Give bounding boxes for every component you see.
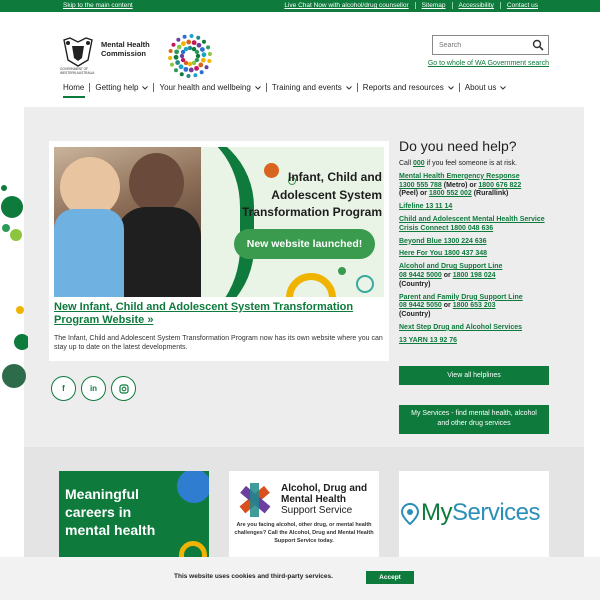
sitemap-link[interactable]: Sitemap [415, 2, 452, 9]
facebook-icon[interactable]: f [51, 376, 76, 401]
search-input[interactable] [433, 36, 528, 54]
logo-dot [201, 58, 206, 63]
next-step-link[interactable]: Next Step Drug and Alcohol Services [399, 323, 523, 331]
banner-headline: Infant, Child and Adolescent System Transformation Program [241, 170, 382, 219]
logo-dot [168, 56, 172, 60]
logo-dot [194, 66, 199, 71]
logo-dot [186, 40, 191, 45]
parent-family-support-line: Parent and Family Drug Support Line 08 9442 5050 or 1800 653 203 (Country) [399, 293, 523, 319]
active-nav-indicator [63, 96, 85, 98]
logo-dot [179, 64, 184, 69]
help-panel [399, 138, 559, 346]
cookie-banner [0, 557, 600, 600]
logo-dot [183, 35, 187, 39]
accept-cookies-button[interactable]: Accept [366, 571, 414, 584]
instagram-glyph-icon [119, 384, 129, 394]
support-service-tile[interactable] [229, 471, 379, 557]
beyond-blue-link[interactable]: Beyond Blue 1300 224 636 [399, 237, 487, 245]
nav-item-getting-help[interactable]: Getting help [89, 83, 153, 92]
cookie-message: This website uses cookies and third-party services. [174, 573, 333, 580]
nav-item-about-us[interactable]: About us [459, 83, 512, 92]
logo-dot [200, 47, 205, 52]
search-box [432, 35, 549, 55]
emergency-response-link[interactable]: Mental Health Emergency Response [399, 172, 520, 180]
logo-dot [192, 40, 197, 45]
feature-title-link[interactable]: New Infant, Child and Adolescent System Transformation Program Website » [54, 301, 354, 326]
logo-dot [197, 43, 202, 48]
help-heading: Do you need help? [399, 138, 517, 154]
live-chat-link[interactable]: Live Chat Now with alcohol/drug counsellor [284, 2, 409, 9]
linkedin-icon[interactable]: in [81, 376, 106, 401]
emergency-response: Mental Health Emergency Response 1300 555 788 (Metro) or 1800 676 822 (Peel) or 1800 552 002 (Rurallink) [399, 172, 522, 198]
logo-dot [205, 65, 209, 69]
view-all-helplines-button[interactable]: View all helplines [399, 366, 549, 385]
site-header [0, 12, 600, 92]
wa-government-search-link[interactable]: Go to whole of WA Government search [427, 60, 549, 67]
logo-dot [207, 59, 211, 63]
logo-dot [202, 52, 207, 57]
myservices-logo-text: MyServices [421, 499, 541, 526]
crisis-connect-link[interactable]: Child and Adolescent Mental Health Service Crisis Connect 1800 048 636 [399, 215, 545, 232]
support-service-title: Alcohol, Drug and Mental Health Support Service [281, 483, 368, 516]
support-service-desc: Are you facing alcohol, other drug, or mental health challenges? Call the Alcohol, Drug and Mental Health Support Service today. [234, 522, 374, 544]
here-for-you-link[interactable]: Here For You 1800 437 348 [399, 250, 488, 258]
accessibility-link[interactable]: Accessibility [452, 2, 500, 9]
logo-dot [175, 60, 180, 65]
contact-us-link[interactable]: Contact us [500, 2, 544, 9]
logo-dot [200, 70, 204, 74]
logo-dot [206, 45, 210, 49]
feature-card [49, 141, 389, 361]
nav-item-home[interactable]: Home [63, 83, 85, 92]
crest-caption: GOVERNMENT OF WESTERN AUSTRALIA [60, 67, 95, 75]
logo-dot [176, 38, 180, 42]
support-service-logo-icon [235, 481, 275, 519]
logo-dot [195, 50, 199, 54]
logo-dot [202, 40, 206, 44]
chevron-down-icon [346, 86, 352, 90]
banner-pill: New website launched! [234, 229, 375, 259]
top-utility-bar [0, 0, 600, 12]
instagram-icon[interactable] [111, 376, 136, 401]
logo-dot [181, 41, 186, 46]
logo-dot [208, 52, 212, 56]
logo-dot [196, 54, 200, 58]
logo-dot [174, 68, 178, 72]
location-pin-icon [401, 503, 419, 525]
logo-dot [174, 49, 179, 54]
logo-dot [188, 62, 192, 66]
logo-dot [171, 43, 175, 47]
chevron-down-icon [255, 86, 261, 90]
logo-dot [188, 46, 192, 50]
my-services-button[interactable]: My Services - find mental health, alcohol and other drug services [399, 405, 549, 434]
search-icon[interactable] [532, 39, 544, 51]
logo-dot [193, 73, 197, 77]
logo-dot [180, 54, 184, 58]
chevron-down-icon [500, 86, 506, 90]
call-000-line: Call 000 if you feel someone is at risk. [399, 160, 517, 167]
logo-dot [198, 63, 203, 68]
logo-dot [186, 74, 190, 78]
chevron-down-icon [142, 86, 148, 90]
decorative-dots-icon [0, 180, 28, 400]
skip-to-content-link[interactable]: Skip to the main content [63, 2, 133, 9]
chevron-down-icon [448, 86, 454, 90]
lifeline-link[interactable]: Lifeline 13 11 14 [399, 203, 453, 211]
logo-dot [181, 58, 185, 62]
logo-dot [184, 47, 188, 51]
main-nav [63, 83, 511, 92]
org-name[interactable]: Mental Health Commission [101, 40, 150, 58]
careers-tile[interactable] [59, 471, 209, 557]
logo-dot [196, 36, 200, 40]
logo-dot [169, 49, 173, 53]
nav-item-health-wellbeing[interactable]: Your health and wellbeing [153, 83, 265, 92]
myservices-tile[interactable] [399, 471, 549, 557]
banner-child [60, 157, 120, 217]
logo-dot [170, 63, 174, 67]
logo-dot [190, 34, 194, 38]
logo-dot [189, 68, 194, 73]
nav-item-training-events[interactable]: Training and events [266, 83, 357, 92]
logo-dot [174, 55, 179, 60]
utility-links [278, 2, 544, 9]
call-000-link[interactable]: 000 [413, 160, 425, 167]
mhc-dots-logo-icon[interactable] [168, 34, 212, 78]
logo-dot [180, 72, 184, 76]
logo-dot [177, 45, 182, 50]
feature-banner-image[interactable] [54, 147, 384, 297]
alcohol-drug-support-line: Alcohol and Drug Support Line 08 9442 5000 or 1800 198 024 (Country) [399, 263, 503, 288]
nav-item-reports-resources[interactable]: Reports and resources [357, 83, 459, 92]
logo-dot [192, 61, 196, 65]
logo-dot [183, 67, 188, 72]
feature-description: The Infant, Child and Adolescent System Transformation Program now has its own website where you can stay up to date on the latest developments. [54, 335, 383, 351]
13yarn-link[interactable]: 13 YARN 13 92 76 [399, 336, 457, 344]
careers-tile-text: Meaningful careers in mental health [65, 486, 156, 538]
